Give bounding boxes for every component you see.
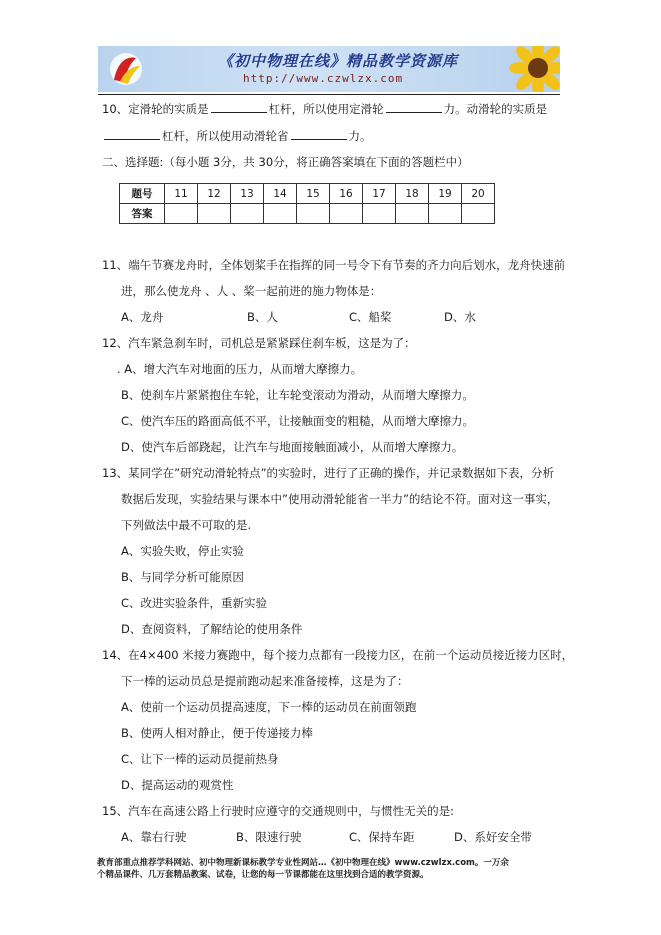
q15-option-d: D、系好安全带 bbox=[454, 830, 532, 844]
sunflower-icon bbox=[498, 46, 560, 92]
q12-option-d: D、使汽车后部跷起，让汽车与地面接触面减小，从而增大摩擦力。 bbox=[121, 440, 464, 454]
q10-blank-2 bbox=[386, 101, 442, 113]
q12-option-c: C、使汽车压的路面高低不平，让接触面变的粗糙，从而增大摩擦力。 bbox=[121, 414, 475, 428]
q14-stem-1: 14、在4×400 米接力赛跑中，每个接力点都有一段接力区，在前一个运动员接近接力区时， bbox=[102, 648, 574, 662]
q10-text-5: 力。 bbox=[348, 129, 372, 143]
q13-option-a: A、实验失败，停止实验 bbox=[121, 544, 244, 558]
q11-option-b: B、人 bbox=[247, 310, 278, 324]
q12-option-a: . A、增大汽车对地面的压力，从而增大摩擦力。 bbox=[117, 362, 363, 376]
q11-stem-1: 11、端午节赛龙舟时，全体划桨手在指挥的同一号令下有节奏的齐力向后划水，龙舟快速前 bbox=[102, 258, 566, 272]
table-number-19: 19 bbox=[429, 184, 462, 204]
q14-option-b: B、使两人相对静止，便于传递接力棒 bbox=[121, 726, 313, 740]
footer-line-1: 教育部重点推荐学科网站、初中物理新课标教学专业性网站…《初中物理在线》www.czwlzx.com。一万余 bbox=[97, 858, 509, 868]
q11-option-a: A、龙舟 bbox=[121, 310, 164, 324]
q11-stem-2: 进，那么使龙舟 、人 、桨一起前进的施力物体是： bbox=[121, 284, 382, 298]
banner-title: 《初中物理在线》精品教学资源库 bbox=[218, 52, 459, 70]
q11-option-c: C、船桨 bbox=[349, 310, 392, 324]
answer-table-number-row bbox=[120, 184, 495, 204]
q14-option-d: D、提高运动的观赏性 bbox=[121, 778, 234, 792]
header-rule bbox=[98, 94, 560, 95]
table-number-17: 17 bbox=[363, 184, 396, 204]
answer-table bbox=[119, 183, 495, 224]
question-10-line-2 bbox=[102, 128, 372, 143]
q13-option-c: C、改进实验条件，重新实验 bbox=[121, 596, 268, 610]
header-banner bbox=[98, 46, 560, 92]
answer-cell[interactable] bbox=[264, 204, 297, 224]
table-number-11: 11 bbox=[165, 184, 198, 204]
table-number-16: 16 bbox=[330, 184, 363, 204]
q14-option-a: A、使前一个运动员提高速度，下一棒的运动员在前面领跑 bbox=[121, 700, 417, 714]
logo-icon bbox=[106, 50, 146, 88]
q15-option-a: A、靠右行驶 bbox=[121, 830, 187, 844]
q12-option-b: B、使刹车片紧紧抱住车轮，让车轮变滚动为滑动，从而增大摩擦力。 bbox=[121, 388, 474, 402]
q13-option-b: B、与同学分析可能原因 bbox=[121, 570, 244, 584]
footer-line-2: 个精品课件、几万套精品教案、试卷，让您的每一节课都能在这里找到合适的教学资源。 bbox=[97, 870, 429, 880]
q15-option-b: B、限速行驶 bbox=[236, 830, 302, 844]
q13-stem-2: 数据后发现，实验结果与课本中”使用动滑轮能省一半力”的结论不符。面对这一事实， bbox=[121, 492, 559, 506]
question-10-line-1 bbox=[102, 101, 547, 116]
table-number-13: 13 bbox=[231, 184, 264, 204]
q10-blank-4 bbox=[291, 128, 347, 140]
answer-cell[interactable] bbox=[330, 204, 363, 224]
table-number-12: 12 bbox=[198, 184, 231, 204]
q14-stem-2: 下一棒的运动员总是提前跑动起来准备接棒，这是为了： bbox=[121, 674, 409, 688]
q15-option-c: C、保持车距 bbox=[349, 830, 415, 844]
table-header-answer: 答案 bbox=[120, 204, 165, 224]
answer-table-answer-row bbox=[120, 204, 495, 224]
answer-cell[interactable] bbox=[297, 204, 330, 224]
q10-blank-3 bbox=[104, 128, 160, 140]
table-number-20: 20 bbox=[462, 184, 495, 204]
answer-cell[interactable] bbox=[165, 204, 198, 224]
table-number-18: 18 bbox=[396, 184, 429, 204]
answer-cell[interactable] bbox=[462, 204, 495, 224]
answer-cell[interactable] bbox=[363, 204, 396, 224]
q11-option-d: D、水 bbox=[444, 310, 476, 324]
q13-option-d: D、查阅资料，了解结论的使用条件 bbox=[121, 622, 303, 636]
q13-stem-3: 下列做法中最不可取的是. bbox=[121, 518, 252, 532]
q10-text-2: 杠杆，所以使用定滑轮 bbox=[268, 102, 384, 116]
q15-stem: 15、汽车在高速公路上行驶时应遵守的交通规则中，与惯性无关的是: bbox=[102, 804, 455, 818]
answer-cell[interactable] bbox=[198, 204, 231, 224]
q10-text-1: 10、定滑轮的实质是 bbox=[102, 102, 209, 116]
table-header-number: 题号 bbox=[120, 184, 165, 204]
table-number-14: 14 bbox=[264, 184, 297, 204]
q14-option-c: C、让下一棒的运动员提前热身 bbox=[121, 752, 279, 766]
q10-text-4: 杠杆，所以使用动滑轮省 bbox=[162, 129, 289, 143]
answer-cell[interactable] bbox=[396, 204, 429, 224]
answer-cell[interactable] bbox=[429, 204, 462, 224]
q13-stem-1: 13、某同学在”研究动滑轮特点”的实验时，进行了正确的操作，并记录数据如下表，分析 bbox=[102, 466, 555, 480]
q12-stem: 12、汽车紧急刹车时，司机总是紧紧踩住刹车板，这是为了： bbox=[102, 336, 416, 350]
q10-text-3: 力。动滑轮的实质是 bbox=[443, 102, 548, 116]
table-number-15: 15 bbox=[297, 184, 330, 204]
q10-blank-1 bbox=[211, 101, 267, 113]
banner-url[interactable]: http://www.czwlzx.com bbox=[243, 72, 404, 85]
section-2-heading: 二、选择题:（每小题 3分，共 30分，将正确答案填在下面的答题栏中） bbox=[102, 155, 469, 169]
answer-cell[interactable] bbox=[231, 204, 264, 224]
